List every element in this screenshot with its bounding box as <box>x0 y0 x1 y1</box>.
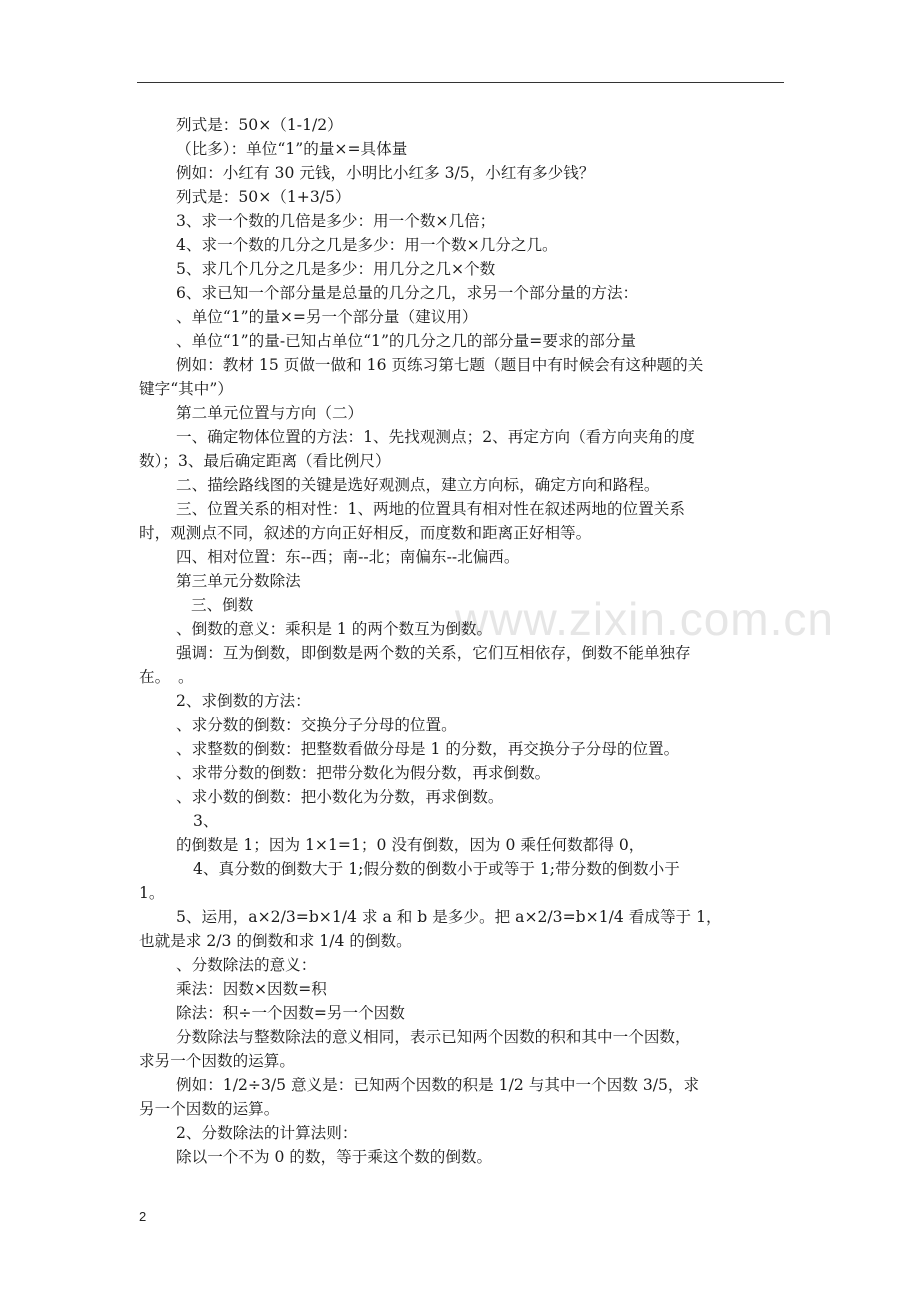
text-line: 、求分数的倒数：交换分子分母的位置。 <box>176 716 457 734</box>
text-line: 四、相对位置：东--西；南--北；南偏东--北偏西。 <box>176 548 520 566</box>
text-line: 、单位“1”的量×=另一个部分量（建议用） <box>176 308 478 326</box>
text-line: 例如：1/2÷3/5 意义是：已知两个因数的积是 1/2 与其中一个因数 3/5，求 <box>176 1076 700 1094</box>
text-line: 1。 <box>139 884 165 902</box>
text-line: 一、确定物体位置的方法：1、先找观测点；2、再定方向（看方向夹角的度 <box>176 428 695 446</box>
section-heading: 第二单元位置与方向（二） <box>176 404 364 422</box>
text-line: 4、求一个数的几分之几是多少：用一个数×几分之几。 <box>176 236 558 254</box>
text-line: 4、真分数的倒数大于 1;假分数的倒数小于或等于 1;带分数的倒数小于 <box>193 860 680 878</box>
text-line: 、求小数的倒数：把小数化为分数，再求倒数。 <box>176 788 504 806</box>
text-line: 强调：互为倒数，即倒数是两个数的关系，它们互相依存，倒数不能单独存 <box>176 644 691 662</box>
page-number: 2 <box>139 1209 147 1224</box>
text-line: 3、求一个数的几倍是多少：用一个数×几倍； <box>176 212 496 230</box>
section-heading: 第三单元分数除法 <box>176 572 301 590</box>
subsection-heading: 三、倒数 <box>191 596 254 614</box>
text-line: 6、求已知一个部分量是总量的几分之几，求另一个部分量的方法： <box>176 284 639 302</box>
text-line: 二、描绘路线图的关键是选好观测点，建立方向标，确定方向和路程。 <box>176 476 660 494</box>
text-line: 列式是：50×（1+3/5） <box>176 188 351 206</box>
text-line: 5、求几个几分之几是多少：用几分之几×个数 <box>176 260 496 278</box>
text-line: 2、求倒数的方法： <box>176 692 311 710</box>
text-line: 分数除法与整数除法的意义相同，表示已知两个因数的积和其中一个因数， <box>176 1028 691 1046</box>
text-line: 的倒数是 1；因为 1×1=1；0 没有倒数，因为 0 乘任何数都得 0， <box>176 836 645 854</box>
text-line: 、求整数的倒数：把整数看做分母是 1 的分数，再交换分子分母的位置。 <box>176 740 680 758</box>
text-line: 键字“其中”） <box>139 380 233 398</box>
text-line: 2、分数除法的计算法则： <box>176 1124 358 1142</box>
text-line: 例如：教材 15 页做一做和 16 页练习第七题（题目中有时候会有这种题的关 <box>176 356 704 374</box>
text-line: 例如：小红有 30 元钱，小明比小红多 3/5，小红有多少钱？ <box>176 164 595 182</box>
text-line: 在。 。 <box>139 668 194 686</box>
text-line: 3、 <box>193 812 219 830</box>
text-line: 5、运用，a×2/3=b×1/4 求 a 和 b 是多少。把 a×2/3=b×1/4 看成等于 1， <box>176 908 722 926</box>
header-rule <box>137 82 784 83</box>
text-line: 除以一个不为 0 的数，等于乘这个数的倒数。 <box>176 1148 493 1166</box>
text-line: 数）；3、最后确定距离（看比例尺） <box>139 452 391 470</box>
text-line: 、分数除法的意义： <box>176 956 317 974</box>
text-line: 乘法：因数×因数=积 <box>176 980 327 998</box>
text-line: 另一个因数的运算。 <box>139 1100 280 1118</box>
text-line: 也就是求 2/3 的倒数和求 1/4 的倒数。 <box>139 932 412 950</box>
watermark: www.zixin.com.cn <box>455 593 834 645</box>
text-line: 、单位“1”的量-已知占单位“1”的几分之几的部分量=要求的部分量 <box>176 332 636 350</box>
text-line: 、倒数的意义：乘积是 1 的两个数互为倒数。 <box>176 620 493 638</box>
text-line: 、求带分数的倒数：把带分数化为假分数，再求倒数。 <box>176 764 551 782</box>
text-line: （比多）：单位“1”的量×=具体量 <box>176 140 408 158</box>
text-line: 求另一个因数的运算。 <box>139 1052 295 1070</box>
text-line: 时，观测点不同，叙述的方向正好相反，而度数和距离正好相等。 <box>139 524 592 542</box>
text-line: 列式是：50×（1-1/2） <box>176 116 343 134</box>
text-line: 除法：积÷一个因数=另一个因数 <box>176 1004 405 1022</box>
text-line: 三、位置关系的相对性：1、两地的位置具有相对性在叙述两地的位置关系 <box>176 500 685 518</box>
